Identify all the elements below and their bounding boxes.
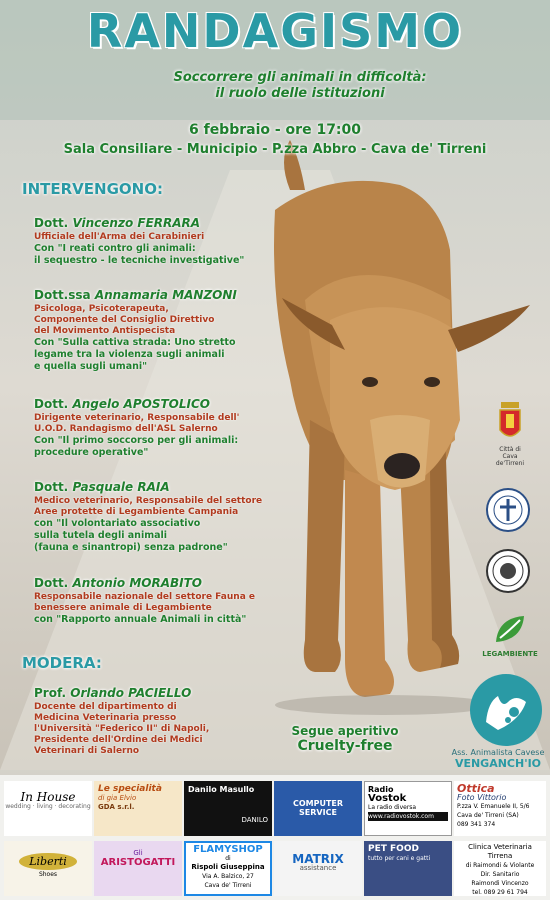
sponsor-address: Via A. Balzico, 27 [202, 873, 254, 880]
speaker-name: Dott. Vincenzo FERRARA [34, 216, 201, 230]
moderator-heading: MODERA: [22, 654, 102, 672]
sponsor-phone: 089 341 374 [457, 821, 496, 828]
speaker-role: Aree protette di Legambiente Campania [34, 507, 239, 517]
sponsor-tagline: tutto per cani e gatti [368, 855, 431, 862]
speaker-talk: Con "Il primo soccorso per gli animali: [34, 435, 239, 446]
aperitivo-line-1: Segue aperitivo [291, 724, 399, 738]
legambiente-label: LEGAMBIENTE [482, 650, 538, 658]
event-date: 6 febbraio - ore 17:00 [188, 122, 362, 138]
citta-label: Cava de'Tirreni [495, 453, 525, 467]
sponsor-tagline: wedding · living · decorating [5, 803, 91, 810]
sponsor-matrix [274, 841, 362, 896]
sponsor-title: ARISTOGATTI [100, 857, 176, 868]
university-seal-icon [485, 548, 531, 594]
legambiente-leaf-icon [492, 612, 528, 646]
speaker-morabito [34, 576, 284, 626]
sponsor-liberti [4, 841, 92, 896]
sponsor-owner: Rispoli Giuseppina [191, 863, 265, 871]
sponsor-petfood [364, 841, 452, 896]
sponsor-director-label: Dir. Sanitario [480, 871, 520, 878]
speaker-manzoni [34, 288, 284, 373]
sponsor-subtitle: Foto Vittorio [457, 793, 507, 802]
sponsor-subtitle: Tirrena [487, 852, 513, 860]
speaker-role: benessere animale di Legambiente [34, 603, 212, 613]
sponsor-title: Liberti [19, 853, 77, 870]
speaker-role: U.O.D. Randagismo dell'ASL Salerno [34, 424, 218, 434]
moderator-role: Docente del dipartimento di [34, 702, 177, 712]
sponsor-title: Ottica [457, 782, 495, 795]
sponsor-title: Radio [368, 785, 394, 794]
sponsor-title: Le specialità [98, 784, 162, 794]
city-crest-icon [498, 402, 522, 442]
sponsor-computer-service [274, 781, 362, 836]
speaker-talk: procedure operative" [34, 447, 149, 458]
poster-title: RANDAGISMO [86, 4, 464, 58]
speaker-role: Medico veterinario, Responsabile del settore [34, 496, 263, 506]
sponsor-subtitle: assistance [299, 864, 337, 872]
sponsor-owners: di Raimondi & Violante [465, 862, 535, 869]
sponsor-prefix: Gli [133, 849, 143, 857]
sponsor-title: FLAMYSHOP [193, 844, 263, 855]
sponsor-subtitle: di gia Elvio [98, 794, 137, 802]
speaker-raia [34, 480, 284, 554]
paw-hand-logo-icon [468, 672, 544, 748]
speaker-talk: e quella sugli umani" [34, 361, 148, 372]
subtitle-line-1: Soccorrere gli animali in difficoltà: [173, 70, 427, 85]
subtitle-line-2: il ruolo delle istituzioni [215, 86, 385, 101]
sponsor-city: Cava de' Tirreni [204, 882, 252, 889]
event-venue: Sala Consiliare - Municipio - P.zza Abbro - Cava de' Tirreni [63, 142, 487, 157]
speaker-talk: (fauna e sinantropi) senza padrone" [34, 542, 228, 553]
citta-cava-logo [488, 402, 532, 467]
moderator-role: Veterinari di Salerno [34, 746, 140, 756]
sponsor-inhouse [4, 781, 92, 836]
speaker-name: Dott. Antonio MORABITO [34, 576, 202, 590]
sponsor-aristogatti [94, 841, 182, 896]
speaker-role: Ufficiale dell'Arma dei Carabinieri [34, 232, 205, 242]
speaker-role: Responsabile nazionale del settore Fauna e [34, 592, 256, 602]
sponsor-tagline: La radio diversa [368, 804, 417, 811]
sponsor-url: www.radiovostok.com [368, 812, 448, 821]
sponsor-mark: DANILO [241, 816, 268, 824]
speaker-talk: con "Rapporto annuale Animali in città" [34, 614, 247, 625]
sponsor-gda [94, 781, 182, 836]
speaker-role: Psicologa, Psicoterapeuta, [34, 304, 169, 314]
sponsor-di: di [225, 855, 231, 862]
aperitivo-line-2: Cruelty-free [297, 738, 393, 754]
moderator-role: Presidente dell'Ordine dei Medici [34, 735, 203, 745]
sponsor-title: PET FOOD [368, 844, 419, 854]
speaker-role: del Movimento Antispecista [34, 326, 176, 336]
speaker-talk: legame tra la violenza sugli animali [34, 349, 225, 360]
sponsor-title: In House [20, 790, 76, 804]
speaker-role: Componente del Consiglio Direttivo [34, 315, 215, 325]
moderator-role: l'Università "Federico II" di Napoli, [34, 724, 210, 734]
sponsor-director: Raimondi Vincenzo [471, 880, 529, 887]
venganchio-caption [448, 748, 548, 770]
interventions-heading: INTERVENGONO: [22, 180, 163, 198]
sponsor-tagline: Shoes [38, 871, 58, 878]
speaker-talk: Con "I reati contro gli animali: [34, 243, 196, 254]
sponsor-clinica [454, 841, 546, 896]
speaker-name: Dott. Angelo APOSTOLICO [34, 397, 210, 411]
sponsor-masullo [184, 781, 272, 836]
venganchio-assoc: Ass. Animalista Cavese [451, 748, 545, 757]
speaker-apostolico [34, 397, 284, 459]
citta-label: Città di [499, 446, 521, 453]
speaker-ferrara [34, 216, 284, 267]
legambiente-logo [480, 612, 540, 658]
venganchio-name: VENGANCH'IO [454, 757, 542, 770]
sponsor-title: MATRIX [292, 852, 344, 866]
sponsor-title: Clinica Veterinaria [468, 843, 532, 851]
sponsor-radio-vostok [364, 781, 452, 836]
sponsor-city: Cava de' Tirreni (SA) [457, 812, 519, 819]
speaker-name: Dott. Pasquale RAIA [34, 480, 170, 494]
sponsor-strip [0, 775, 550, 900]
speaker-talk: Con "Sulla cattiva strada: Uno stretto [34, 337, 236, 348]
vet-order-seal-icon [485, 487, 531, 533]
sponsor-title-2: Vostok [368, 793, 407, 804]
sponsor-ottica [454, 781, 546, 836]
speaker-role: Dirigente veterinario, Responsabile dell' [34, 413, 240, 423]
moderator-name: Prof. Orlando PACIELLO [34, 686, 192, 700]
speaker-talk: il sequestro - le tecniche investigative" [34, 255, 245, 266]
speaker-name: Dott.ssa Annamaria MANZONI [34, 288, 237, 302]
aperitivo-note [280, 724, 410, 754]
moderator-role: Medicina Veterinaria presso [34, 713, 177, 723]
sponsor-title: Danilo Masullo [188, 785, 255, 794]
sponsor-phone: tel. 089 29 61 794 [472, 889, 528, 896]
sponsor-title: COMPUTER [292, 799, 344, 808]
speaker-talk: con "Il volontariato associativo [34, 518, 201, 529]
speaker-talk: sulla tutela degli animali [34, 530, 168, 541]
sponsor-company: GDA s.r.l. [98, 803, 135, 811]
sponsor-subtitle: SERVICE [299, 808, 337, 817]
poster-subtitle [170, 70, 430, 102]
moderator-paciello [34, 686, 284, 757]
sponsor-flamyshop [184, 841, 272, 896]
sponsor-address: P.zza V. Emanuele II, 5/6 [457, 803, 530, 810]
